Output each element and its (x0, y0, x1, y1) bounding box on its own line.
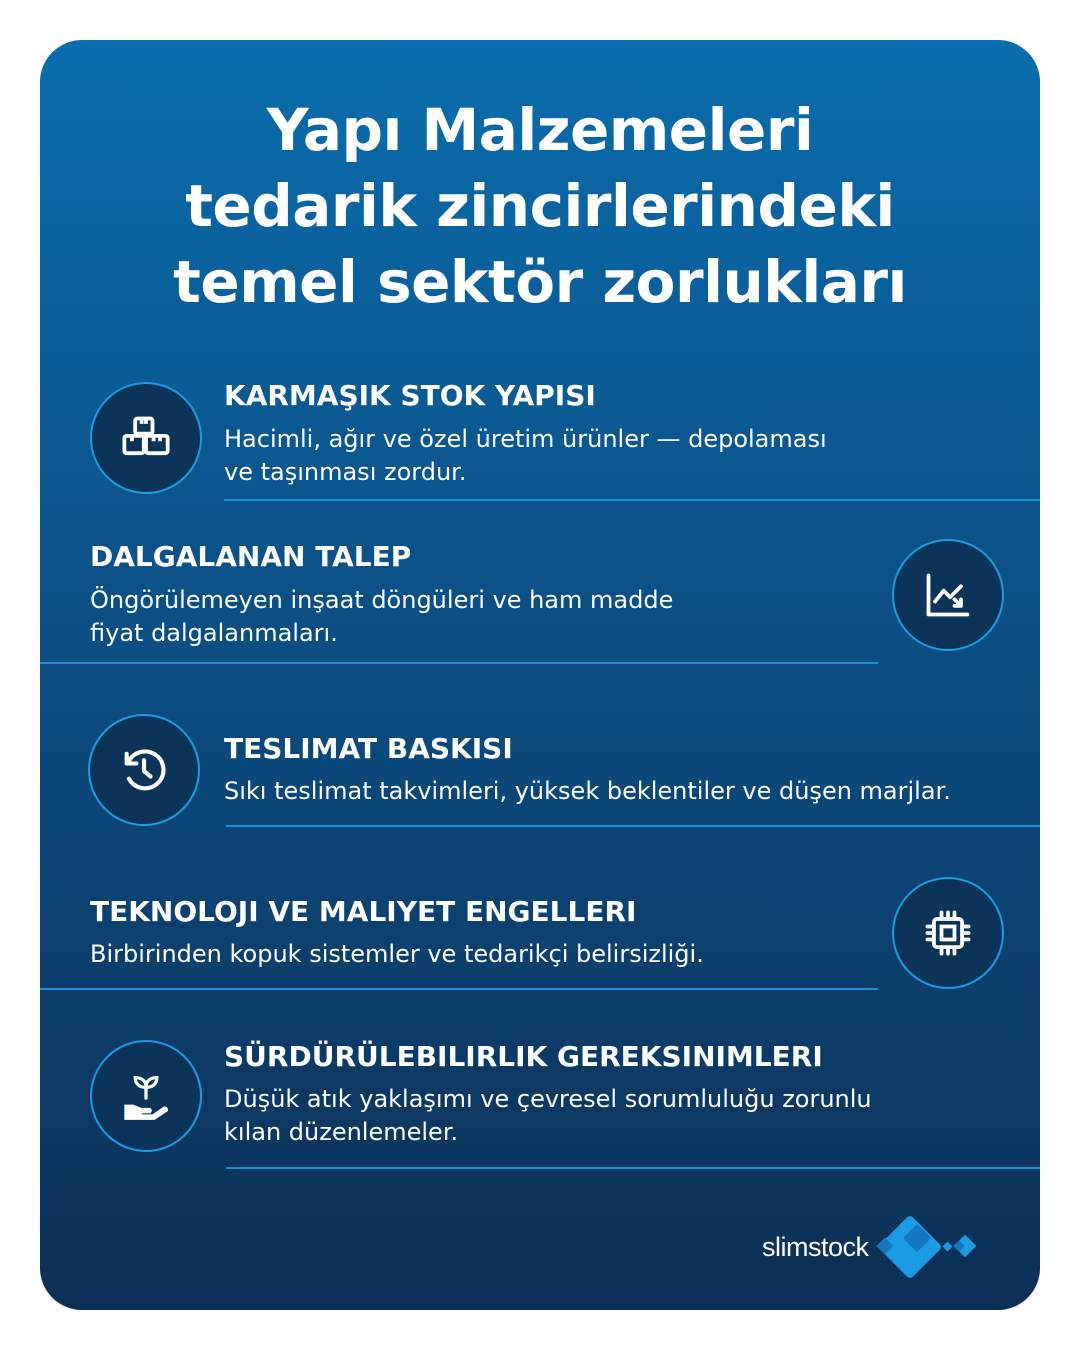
item-heading: TESLIMAT BASKISI (224, 732, 513, 765)
divider (224, 499, 1040, 501)
item-text: kılan düzenlemeler. (224, 1118, 459, 1146)
item-text: ve taşınması zordur. (224, 458, 467, 486)
item-text: Öngörülemeyen inşaat döngüleri ve ham madde (90, 586, 674, 614)
item-text: Düşük atık yaklaşımı ve çevresel sorumluluğu zorunlu (224, 1085, 872, 1113)
item-text: Hacimli, ağır ve özel üretim ürünler — depolaması (224, 425, 827, 453)
item-heading: KARMAŞIK STOK YAPISI (224, 379, 596, 412)
divider (40, 662, 878, 664)
boxes-icon (90, 382, 202, 494)
divider (226, 825, 1040, 827)
item-text: fiyat dalgalanmaları. (90, 619, 338, 647)
logo-text: slimstock (762, 1231, 869, 1262)
item-heading: TEKNOLOJI VE MALIYET ENGELLERI (90, 895, 637, 928)
item-text: Birbirinden kopuk sistemler ve tedarikçi belirsizliği. (90, 940, 704, 968)
page-title (0, 92, 1080, 320)
slimstock-logo (762, 1212, 989, 1282)
plant-hand-icon (90, 1040, 202, 1152)
divider (226, 1167, 1040, 1169)
item-heading: SÜRDÜRÜLEBILIRLIK GEREKSINIMLERI (224, 1040, 823, 1073)
title-line: Yapı Malzemeleri (266, 96, 814, 164)
chart-trend-icon (892, 539, 1004, 651)
divider (40, 988, 878, 990)
item-text: Sıkı teslimat takvimleri, yüksek beklentiler ve düşen marjlar. (224, 777, 951, 805)
logo-diamonds-icon (869, 1212, 989, 1282)
title-line: temel sektör zorlukları (173, 248, 907, 316)
chip-icon (892, 877, 1004, 989)
item-heading: DALGALANAN TALEP (90, 540, 412, 573)
history-icon (88, 714, 200, 826)
title-line: tedarik zincirlerindeki (185, 172, 895, 240)
